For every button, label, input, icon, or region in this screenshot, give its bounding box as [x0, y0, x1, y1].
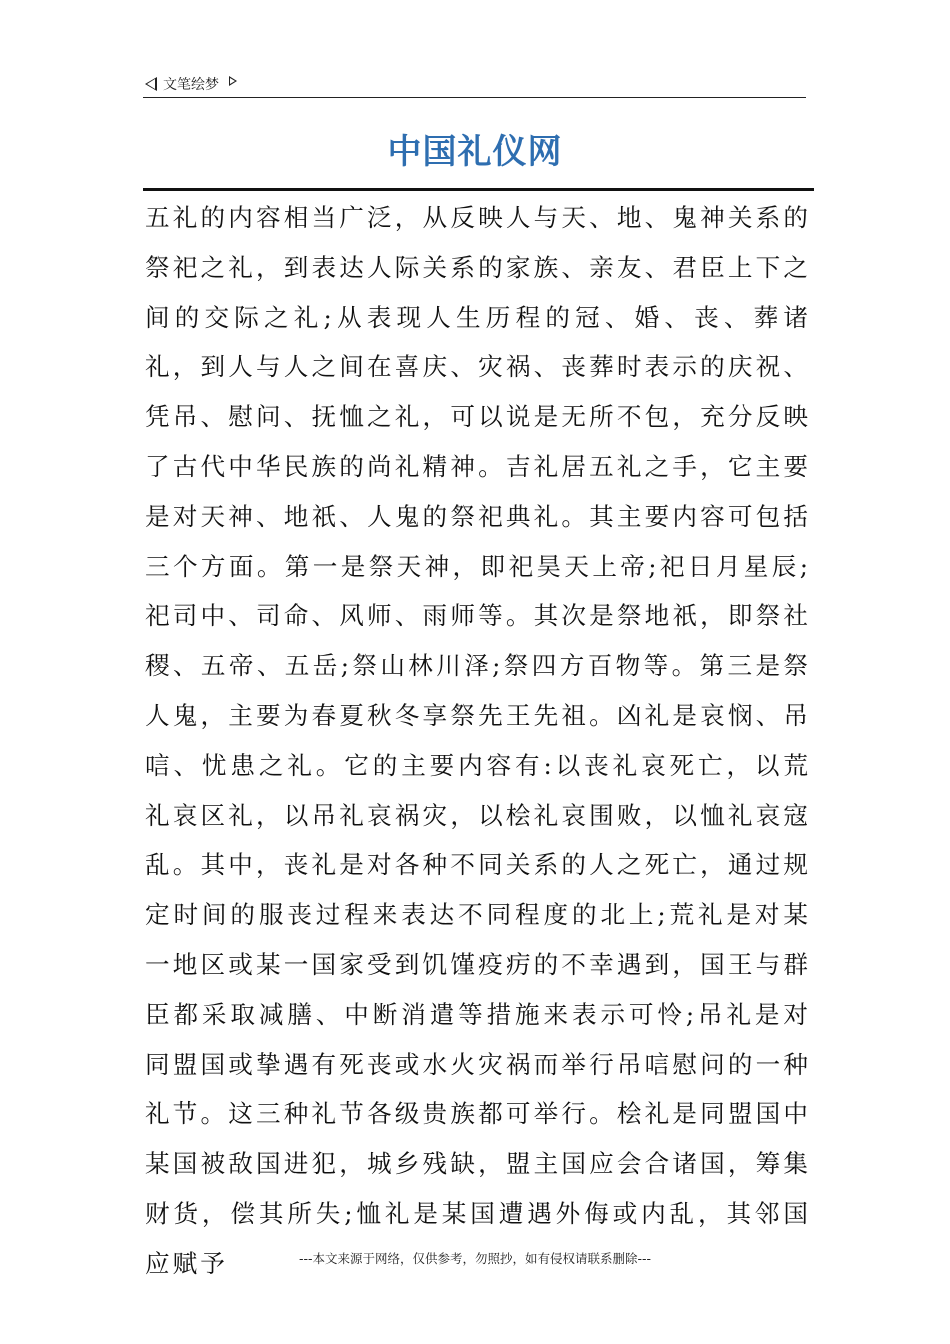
- right-triangle-icon: [229, 76, 237, 86]
- page-header: [145, 74, 237, 94]
- header-label: 文笔绘梦: [163, 77, 219, 93]
- body-paragraph: 五礼的内容相当广泛，从反映人与天、地、鬼神关系的祭祀之礼，到表达人际关系的家族、亲友、君臣上下之间的交际之礼;从表现人生历程的冠、婚、丧、葬诸礼，到人与人之间在喜庆、灾祸、丧葬时表示的庆祝、凭吊、慰问、抚恤之礼，可以说是无所不包，充分反映了古代中华民族的尚礼精神。吉礼居五礼之手，它主要是对天神、地祇、人鬼的祭祀典礼。其主要内容可包括三个方面。第一是祭天神，即祀昊天上帝;祀日月星辰;祀司中、司命、风师、雨师等。其次是祭地祇，即祭社稷、五帝、五岳;祭山林川泽;祭四方百物等。第三是祭人鬼，主要为春夏秋冬享祭先王先祖。凶礼是哀悯、吊唁、忧患之礼。它的主要内容有:以丧礼哀死亡，以荒礼哀区礼，以吊礼哀祸灾，以桧礼哀围败，以恤礼哀寇乱。其中，丧礼是对各种不同关系的人之死亡，通过规定时间的服丧过程来表达不同程度的北上;荒礼是对某一地区或某一国家受到饥馑疫疠的不幸遇到，国王与群臣都采取减膳、中断消遣等措施来表示可怜;吊礼是对同盟国或挚遇有死丧或水火灾祸而举行吊唁慰问的一种礼节。这三种礼节各级贵族都可举行。桧礼是同盟国中某国被敌国进犯，城乡残缺，盟主国应会合诸国，筹集财货，偿其所失;恤礼是某国遭遇外侮或内乱，其邻国应赋予: [145, 203, 811, 1278]
- left-triangle-icon: [145, 77, 157, 91]
- footer-disclaimer: ---本文来源于网络，仅供参考，勿照抄，如有侵权请联系删除---: [298, 1251, 652, 1266]
- title-divider: [143, 188, 814, 191]
- page-title: 中国礼仪网: [387, 132, 563, 172]
- header-divider: [143, 97, 806, 98]
